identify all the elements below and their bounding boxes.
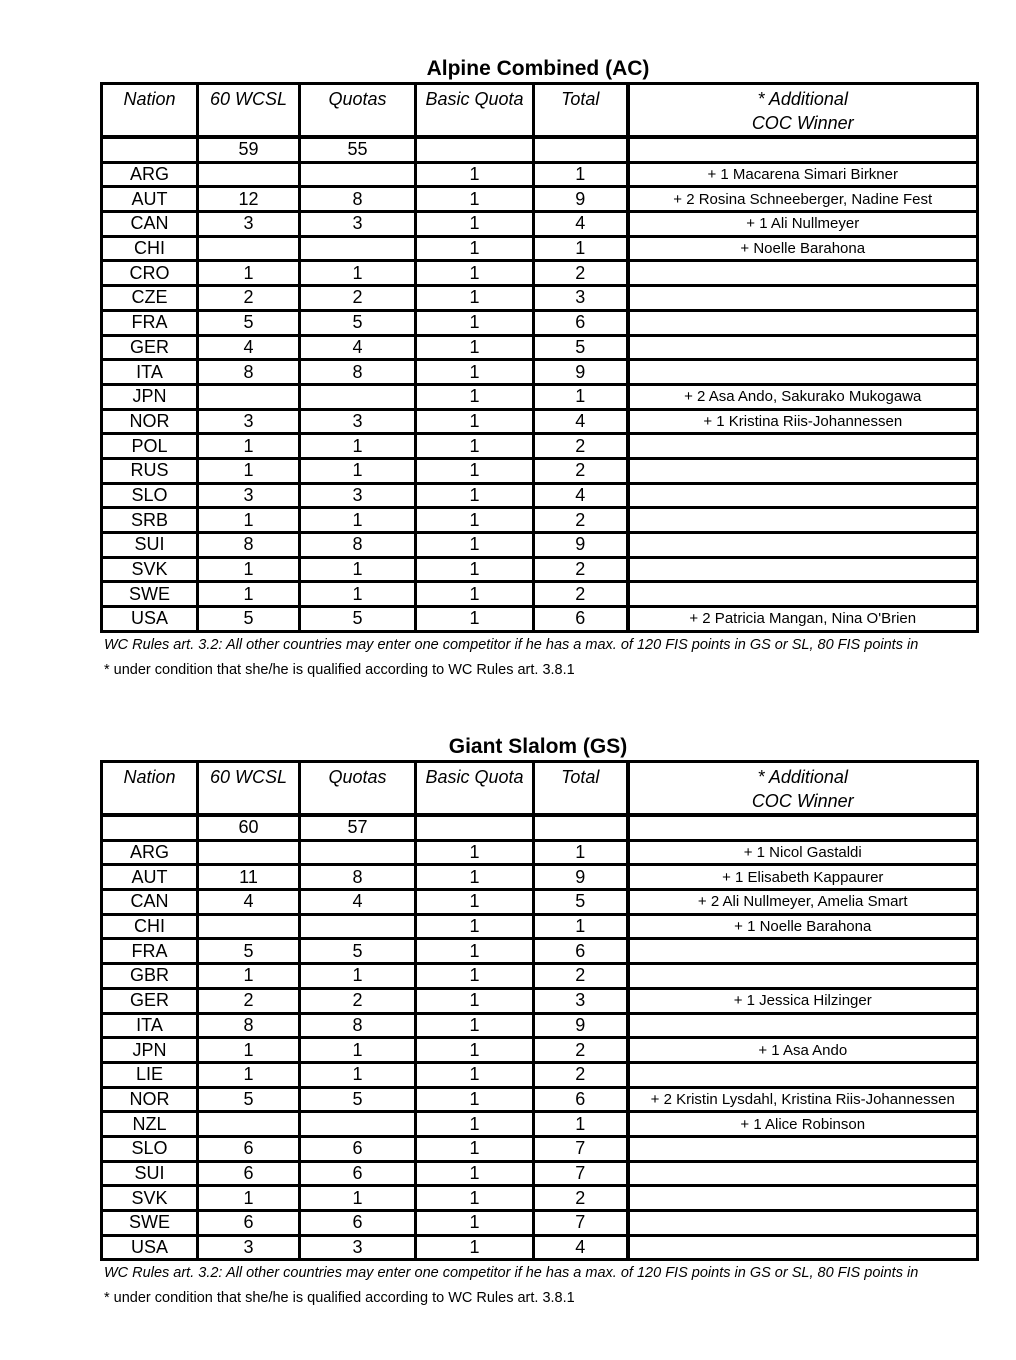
totals-cell-nation	[102, 815, 198, 840]
wcsl-cell: 1	[198, 458, 300, 483]
wcsl-cell: 8	[198, 1013, 300, 1038]
basic-quota-cell: 1	[416, 434, 534, 459]
quotas-cell: 1	[300, 557, 416, 582]
table-row	[102, 914, 978, 939]
quotas-cell: 1	[300, 261, 416, 286]
total-cell: 1	[534, 236, 628, 261]
table-row	[102, 607, 978, 632]
table-header	[102, 84, 978, 138]
wcsl-cell: 2	[198, 286, 300, 311]
total-cell: 4	[534, 1235, 628, 1260]
nation-cell: CHI	[102, 914, 198, 939]
total-cell: 2	[534, 964, 628, 989]
quotas-cell: 8	[300, 865, 416, 890]
basic-quota-cell: 1	[416, 914, 534, 939]
total-cell: 1	[534, 840, 628, 865]
wcsl-cell: 6	[198, 1161, 300, 1186]
basic-quota-cell: 1	[416, 458, 534, 483]
table-row	[102, 988, 978, 1013]
totals-cell-coc-winner	[628, 137, 978, 162]
coc-winner-cell	[628, 557, 978, 582]
total-cell: 4	[534, 409, 628, 434]
total-cell: 2	[534, 582, 628, 607]
quotas-cell: 3	[300, 212, 416, 237]
quotas-cell: 3	[300, 483, 416, 508]
wcsl-cell: 4	[198, 890, 300, 915]
nation-cell: RUS	[102, 458, 198, 483]
header-row	[102, 762, 978, 816]
coc-winner-cell: + 2 Rosina Schneeberger, Nadine Fest	[628, 187, 978, 212]
quotas-cell: 1	[300, 458, 416, 483]
coc-winner-cell: + 2 Asa Ando, Sakurako Mukogawa	[628, 384, 978, 409]
quotas-cell: 2	[300, 988, 416, 1013]
basic-quota-cell: 1	[416, 988, 534, 1013]
totals-cell-nation	[102, 137, 198, 162]
wcsl-cell	[198, 162, 300, 187]
basic-quota-cell: 1	[416, 1087, 534, 1112]
column-header-total: Total	[534, 84, 628, 138]
coc-winner-cell	[628, 458, 978, 483]
quotas-cell: 2	[300, 286, 416, 311]
basic-quota-cell: 1	[416, 557, 534, 582]
nation-cell: GER	[102, 335, 198, 360]
nation-cell: ITA	[102, 1013, 198, 1038]
basic-quota-cell: 1	[416, 409, 534, 434]
table-row	[102, 187, 978, 212]
total-cell: 7	[534, 1211, 628, 1236]
wcsl-cell: 5	[198, 310, 300, 335]
total-cell: 9	[534, 533, 628, 558]
section-title: Alpine Combined (AC)	[426, 57, 650, 80]
table-row	[102, 483, 978, 508]
coc-winner-cell: + 1 Noelle Barahona	[628, 914, 978, 939]
total-cell: 9	[534, 1013, 628, 1038]
total-cell: 2	[534, 557, 628, 582]
coc-winner-cell: + 1 Macarena Simari Birkner	[628, 162, 978, 187]
totals-cell-wcsl: 60	[198, 815, 300, 840]
total-cell: 1	[534, 1112, 628, 1137]
wcsl-cell: 8	[198, 360, 300, 385]
basic-quota-cell: 1	[416, 335, 534, 360]
coc-winner-cell: + 1 Alice Robinson	[628, 1112, 978, 1137]
nation-cell: FRA	[102, 939, 198, 964]
quotas-cell	[300, 162, 416, 187]
column-header-basic-quota: Basic Quota	[416, 84, 534, 138]
basic-quota-cell: 1	[416, 360, 534, 385]
nation-cell: CHI	[102, 236, 198, 261]
nation-cell: GBR	[102, 964, 198, 989]
total-cell: 2	[534, 434, 628, 459]
coc-winner-cell	[628, 582, 978, 607]
footnote-rule: WC Rules art. 3.2: All other countries may enter one competitor if he has a max. of 120 FIS points in GS or SL, 80 FIS points in	[104, 1265, 919, 1281]
table-header	[102, 762, 978, 816]
wcsl-cell: 1	[198, 557, 300, 582]
table-row	[102, 212, 978, 237]
table-row	[102, 1161, 978, 1186]
quotas-cell: 1	[300, 1186, 416, 1211]
basic-quota-cell: 1	[416, 607, 534, 632]
wcsl-cell: 12	[198, 187, 300, 212]
nation-cell: JPN	[102, 1038, 198, 1063]
nation-cell: SLO	[102, 483, 198, 508]
wcsl-cell: 5	[198, 607, 300, 632]
wcsl-cell: 5	[198, 939, 300, 964]
coc-winner-cell	[628, 1186, 978, 1211]
totals-cell-quotas: 55	[300, 137, 416, 162]
header-row	[102, 84, 978, 138]
total-cell: 1	[534, 914, 628, 939]
basic-quota-cell: 1	[416, 865, 534, 890]
total-cell: 2	[534, 1038, 628, 1063]
column-header-quotas: Quotas	[300, 84, 416, 138]
total-cell: 6	[534, 1087, 628, 1112]
total-cell: 2	[534, 1062, 628, 1087]
nation-cell: USA	[102, 1235, 198, 1260]
total-cell: 7	[534, 1136, 628, 1161]
total-cell: 5	[534, 890, 628, 915]
coc-winner-cell	[628, 261, 978, 286]
basic-quota-cell: 1	[416, 212, 534, 237]
basic-quota-cell: 1	[416, 483, 534, 508]
wcsl-cell: 6	[198, 1136, 300, 1161]
nation-cell: POL	[102, 434, 198, 459]
total-cell: 6	[534, 939, 628, 964]
column-header-coc-winner: * Additional COC Winner	[628, 762, 978, 816]
quotas-cell: 5	[300, 607, 416, 632]
quotas-cell: 4	[300, 890, 416, 915]
table-row	[102, 1211, 978, 1236]
totals-cell-basic-quota	[416, 815, 534, 840]
total-cell: 6	[534, 607, 628, 632]
nation-cell: CRO	[102, 261, 198, 286]
quotas-cell: 6	[300, 1161, 416, 1186]
total-cell: 1	[534, 384, 628, 409]
quotas-cell: 5	[300, 310, 416, 335]
table-row	[102, 384, 978, 409]
basic-quota-cell: 1	[416, 939, 534, 964]
basic-quota-cell: 1	[416, 187, 534, 212]
table-row	[102, 458, 978, 483]
total-cell: 1	[534, 162, 628, 187]
coc-winner-cell	[628, 1211, 978, 1236]
table-row	[102, 1112, 978, 1137]
table-row	[102, 1186, 978, 1211]
coc-winner-cell	[628, 939, 978, 964]
basic-quota-cell: 1	[416, 533, 534, 558]
coc-winner-cell	[628, 483, 978, 508]
wcsl-cell: 8	[198, 533, 300, 558]
quota-table	[100, 82, 979, 633]
total-cell: 2	[534, 458, 628, 483]
table-row	[102, 1038, 978, 1063]
wcsl-cell: 3	[198, 483, 300, 508]
coc-winner-cell: + 1 Asa Ando	[628, 1038, 978, 1063]
nation-cell: AUT	[102, 187, 198, 212]
quotas-cell: 6	[300, 1211, 416, 1236]
wcsl-cell: 3	[198, 212, 300, 237]
wcsl-cell: 1	[198, 964, 300, 989]
nation-cell: JPN	[102, 384, 198, 409]
coc-winner-cell	[628, 1235, 978, 1260]
quotas-cell: 3	[300, 1235, 416, 1260]
nation-cell: NOR	[102, 1087, 198, 1112]
table-row	[102, 1013, 978, 1038]
wcsl-cell: 1	[198, 1062, 300, 1087]
table-body	[102, 815, 978, 1260]
wcsl-cell: 4	[198, 335, 300, 360]
table-row	[102, 335, 978, 360]
table-row	[102, 1087, 978, 1112]
table-row	[102, 557, 978, 582]
table-row	[102, 310, 978, 335]
quotas-cell	[300, 914, 416, 939]
table-body	[102, 137, 978, 631]
table-row	[102, 261, 978, 286]
table-row	[102, 1235, 978, 1260]
column-header-wcsl: 60 WCSL	[198, 762, 300, 816]
table-row	[102, 360, 978, 385]
table-row	[102, 434, 978, 459]
table-row	[102, 409, 978, 434]
basic-quota-cell: 1	[416, 964, 534, 989]
coc-winner-cell	[628, 1161, 978, 1186]
wcsl-cell: 1	[198, 1186, 300, 1211]
quotas-cell: 5	[300, 1087, 416, 1112]
coc-winner-cell	[628, 434, 978, 459]
wcsl-cell	[198, 1112, 300, 1137]
quotas-cell: 8	[300, 1013, 416, 1038]
nation-cell: SLO	[102, 1136, 198, 1161]
table-row	[102, 890, 978, 915]
basic-quota-cell: 1	[416, 508, 534, 533]
table-row	[102, 533, 978, 558]
total-cell: 5	[534, 335, 628, 360]
nation-cell: SWE	[102, 1211, 198, 1236]
column-header-total: Total	[534, 762, 628, 816]
nation-cell: CAN	[102, 890, 198, 915]
coc-winner-cell: + Noelle Barahona	[628, 236, 978, 261]
wcsl-cell: 1	[198, 1038, 300, 1063]
wcsl-cell: 3	[198, 1235, 300, 1260]
wcsl-cell: 6	[198, 1211, 300, 1236]
quotas-cell: 4	[300, 335, 416, 360]
nation-cell: GER	[102, 988, 198, 1013]
column-header-coc-winner: * Additional COC Winner	[628, 84, 978, 138]
column-header-wcsl: 60 WCSL	[198, 84, 300, 138]
nation-cell: USA	[102, 607, 198, 632]
basic-quota-cell: 1	[416, 236, 534, 261]
basic-quota-cell: 1	[416, 1211, 534, 1236]
basic-quota-cell: 1	[416, 310, 534, 335]
basic-quota-cell: 1	[416, 1013, 534, 1038]
coc-winner-cell	[628, 335, 978, 360]
coc-winner-cell	[628, 1062, 978, 1087]
total-cell: 3	[534, 988, 628, 1013]
coc-winner-cell: + 2 Kristin Lysdahl, Kristina Riis-Johannessen	[628, 1087, 978, 1112]
nation-cell: LIE	[102, 1062, 198, 1087]
table-row	[102, 964, 978, 989]
quotas-cell: 6	[300, 1136, 416, 1161]
coc-winner-cell	[628, 1013, 978, 1038]
basic-quota-cell: 1	[416, 162, 534, 187]
total-cell: 4	[534, 212, 628, 237]
coc-winner-cell: + 1 Kristina Riis-Johannessen	[628, 409, 978, 434]
wcsl-cell: 3	[198, 409, 300, 434]
basic-quota-cell: 1	[416, 1038, 534, 1063]
totals-cell-quotas: 57	[300, 815, 416, 840]
table-row	[102, 1136, 978, 1161]
quotas-cell	[300, 1112, 416, 1137]
wcsl-cell	[198, 384, 300, 409]
footnote-rule: WC Rules art. 3.2: All other countries may enter one competitor if he has a max. of 120 FIS points in GS or SL, 80 FIS points in	[104, 637, 919, 653]
totals-cell-total	[534, 137, 628, 162]
coc-winner-cell	[628, 533, 978, 558]
nation-cell: SVK	[102, 557, 198, 582]
wcsl-cell: 5	[198, 1087, 300, 1112]
basic-quota-cell: 1	[416, 286, 534, 311]
table-row	[102, 865, 978, 890]
table-row	[102, 162, 978, 187]
column-header-nation: Nation	[102, 84, 198, 138]
coc-winner-cell: + 1 Elisabeth Kappaurer	[628, 865, 978, 890]
table-row	[102, 236, 978, 261]
quotas-cell: 8	[300, 360, 416, 385]
total-cell: 9	[534, 865, 628, 890]
wcsl-cell: 1	[198, 582, 300, 607]
coc-winner-cell: + 2 Patricia Mangan, Nina O'Brien	[628, 607, 978, 632]
wcsl-cell: 1	[198, 508, 300, 533]
total-cell: 9	[534, 360, 628, 385]
basic-quota-cell: 1	[416, 582, 534, 607]
quota-table	[100, 760, 979, 1261]
nation-cell: ITA	[102, 360, 198, 385]
nation-cell: SUI	[102, 1161, 198, 1186]
totals-row	[102, 137, 978, 162]
basic-quota-cell: 1	[416, 384, 534, 409]
quotas-cell: 8	[300, 187, 416, 212]
total-cell: 7	[534, 1161, 628, 1186]
total-cell: 3	[534, 286, 628, 311]
coc-winner-cell	[628, 310, 978, 335]
totals-row	[102, 815, 978, 840]
basic-quota-cell: 1	[416, 890, 534, 915]
quotas-cell: 3	[300, 409, 416, 434]
quotas-cell: 8	[300, 533, 416, 558]
quotas-cell	[300, 236, 416, 261]
nation-cell: CZE	[102, 286, 198, 311]
coc-winner-cell	[628, 360, 978, 385]
nation-cell: ARG	[102, 162, 198, 187]
quotas-cell: 1	[300, 964, 416, 989]
basic-quota-cell: 1	[416, 1062, 534, 1087]
total-cell: 4	[534, 483, 628, 508]
coc-winner-cell	[628, 964, 978, 989]
nation-cell: SWE	[102, 582, 198, 607]
table-row	[102, 286, 978, 311]
wcsl-cell: 11	[198, 865, 300, 890]
nation-cell: SRB	[102, 508, 198, 533]
nation-cell: CAN	[102, 212, 198, 237]
table-row	[102, 1062, 978, 1087]
total-cell: 2	[534, 1186, 628, 1211]
table-row	[102, 582, 978, 607]
totals-cell-wcsl: 59	[198, 137, 300, 162]
wcsl-cell	[198, 236, 300, 261]
table-row	[102, 840, 978, 865]
column-header-quotas: Quotas	[300, 762, 416, 816]
nation-cell: SUI	[102, 533, 198, 558]
coc-winner-cell	[628, 286, 978, 311]
nation-cell: NZL	[102, 1112, 198, 1137]
quotas-cell: 1	[300, 582, 416, 607]
quotas-cell	[300, 384, 416, 409]
basic-quota-cell: 1	[416, 1112, 534, 1137]
wcsl-cell: 1	[198, 434, 300, 459]
nation-cell: FRA	[102, 310, 198, 335]
totals-cell-basic-quota	[416, 137, 534, 162]
footnote-condition: * under condition that she/he is qualified according to WC Rules art. 3.8.1	[104, 662, 575, 678]
basic-quota-cell: 1	[416, 1235, 534, 1260]
quotas-cell: 1	[300, 434, 416, 459]
quotas-cell: 5	[300, 939, 416, 964]
quotas-cell: 1	[300, 1062, 416, 1087]
basic-quota-cell: 1	[416, 1161, 534, 1186]
table-row	[102, 939, 978, 964]
basic-quota-cell: 1	[416, 1186, 534, 1211]
nation-cell: NOR	[102, 409, 198, 434]
quotas-cell: 1	[300, 1038, 416, 1063]
coc-winner-cell	[628, 1136, 978, 1161]
wcsl-cell: 2	[198, 988, 300, 1013]
basic-quota-cell: 1	[416, 1136, 534, 1161]
footnote-condition: * under condition that she/he is qualified according to WC Rules art. 3.8.1	[104, 1290, 575, 1306]
wcsl-cell	[198, 840, 300, 865]
column-header-nation: Nation	[102, 762, 198, 816]
totals-cell-coc-winner	[628, 815, 978, 840]
total-cell: 2	[534, 261, 628, 286]
wcsl-cell	[198, 914, 300, 939]
quotas-cell: 1	[300, 508, 416, 533]
totals-cell-total	[534, 815, 628, 840]
coc-winner-cell: + 1 Nicol Gastaldi	[628, 840, 978, 865]
coc-winner-cell: + 2 Ali Nullmeyer, Amelia Smart	[628, 890, 978, 915]
column-header-basic-quota: Basic Quota	[416, 762, 534, 816]
table-row	[102, 508, 978, 533]
basic-quota-cell: 1	[416, 840, 534, 865]
basic-quota-cell: 1	[416, 261, 534, 286]
nation-cell: ARG	[102, 840, 198, 865]
nation-cell: SVK	[102, 1186, 198, 1211]
coc-winner-cell	[628, 508, 978, 533]
coc-winner-cell: + 1 Ali Nullmeyer	[628, 212, 978, 237]
section-title: Giant Slalom (GS)	[448, 735, 628, 758]
total-cell: 6	[534, 310, 628, 335]
nation-cell: AUT	[102, 865, 198, 890]
total-cell: 2	[534, 508, 628, 533]
total-cell: 9	[534, 187, 628, 212]
quotas-cell	[300, 840, 416, 865]
coc-winner-cell: + 1 Jessica Hilzinger	[628, 988, 978, 1013]
wcsl-cell: 1	[198, 261, 300, 286]
